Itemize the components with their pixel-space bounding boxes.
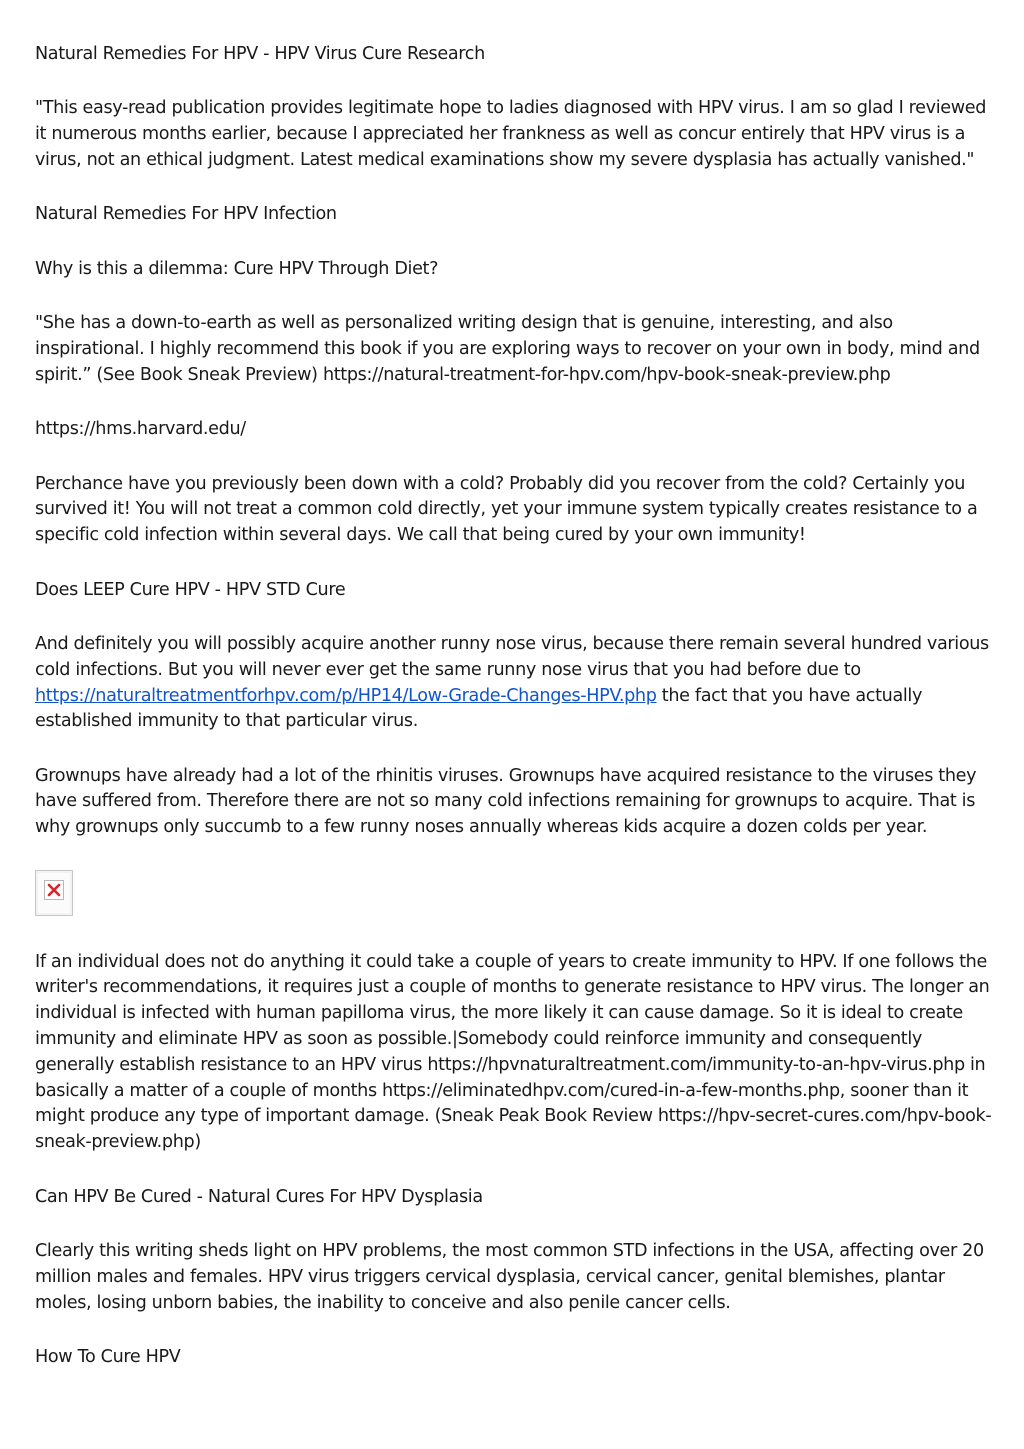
- paragraph-runny-nose: [35, 632, 995, 735]
- document-body: [35, 42, 995, 1399]
- paragraph-std-infections: Clearly this writing sheds light on HPV problems, the most common STD infections in the USA, affecting over 20 million males and females. HPV virus triggers cervical dysplasia, cervical cancer, genital blemishes, plantar moles, losing unborn babies, the inability to conceive and also penile cancer cells.: [35, 1241, 984, 1313]
- testimonial-quote-1: "This easy-read publication provides legitimate hope to ladies diagnosed with HPV virus. I am so glad I reviewed it numerous months earlier, because I appreciated her frankness as well as concur entirely that HPV virus is a virus, not an ethical judgment. Latest medical examinations show my severe dysplasia has actually vanished.": [35, 98, 987, 170]
- testimonial-quote-2: "She has a down-to-earth as well as personalized writing design that is genuine, interesting, and also inspirational. I highly recommend this book if you are exploring ways to recover on your own in body, mind and spirit.” (See Book Sneak Preview) https://natural-treatment-for-hpv.com/hpv-book-sneak-preview.php: [35, 313, 980, 385]
- broken-image-icon: [35, 870, 73, 916]
- low-grade-changes-link[interactable]: https://naturaltreatmentforhpv.com/p/HP14/Low-Grade-Changes-HPV.php: [35, 685, 657, 706]
- heading-cure-through-diet: Why is this a dilemma: Cure HPV Through Diet?: [35, 258, 439, 279]
- paragraph-immunity: If an individual does not do anything it could take a couple of years to create immunity to HPV. If one follows the writer's recommendations, it requires just a couple of months to generate resistance to HPV virus. The longer an individual is infected with human papilloma virus, the more likely it can cause damage. So it is ideal to create immunity and eliminate HPV as soon as possible.|Somebody could reinforce immunity and consequently generally establish resistance to an HPV virus https://hpvnaturaltreatment.com/immunity-to-an-hpv-virus.php in basically a matter of a couple of months https://eliminatedhpv.com/cured-in-a-few-months.php, sooner than it might produce any type of important damage. (Sneak Peak Book Review https://hpv-secret-cures.com/hpv-book-sneak-preview.php): [35, 951, 992, 1153]
- heading-natural-remedies-research: Natural Remedies For HPV - HPV Virus Cure Research: [35, 44, 485, 64]
- broken-image-glyph: [44, 880, 64, 900]
- heading-natural-remedies-infection: Natural Remedies For HPV Infection: [35, 204, 337, 225]
- heading-leep-cure: Does LEEP Cure HPV - HPV STD Cure: [35, 579, 346, 600]
- paragraph-runny-nose-text-after: the fact that you have actually established immunity to that particular virus.: [35, 685, 923, 732]
- paragraph-grownups: Grownups have already had a lot of the rhinitis viruses. Grownups have acquired resistance to the viruses they have suffered from. Therefore there are not so many cold infections remaining for grownups to acquire. That is why grownups only succumb to a few runny noses annually whereas kids acquire a dozen colds per year.: [35, 765, 977, 838]
- paragraph-common-cold: Perchance have you previously been down with a cold? Probably did you recover from the cold? Certainly you survived it! You will not treat a common cold directly, yet your immune system typically creates resistance to a specific cold infection within several days. We call that being cured by your own immunity!: [35, 473, 978, 546]
- harvard-url-text: https://hms.harvard.edu/: [35, 419, 246, 440]
- paragraph-runny-nose-text-before: And definitely you will possibly acquire another runny nose virus, because there remain several hundred various cold infections. But you will never ever get the same runny nose virus that you had before due to: [35, 633, 989, 680]
- heading-can-hpv-be-cured: Can HPV Be Cured - Natural Cures For HPV Dysplasia: [35, 1186, 483, 1207]
- close-x-icon: [47, 883, 61, 897]
- heading-how-to-cure: How To Cure HPV: [35, 1347, 181, 1368]
